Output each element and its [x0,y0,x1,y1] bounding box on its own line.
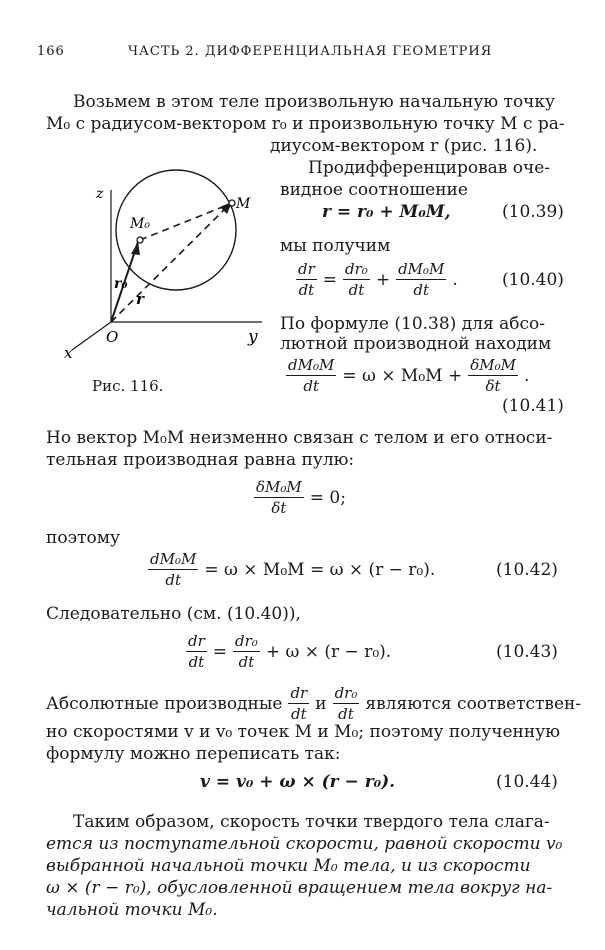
eq-10-42-number: (10.42) [496,560,558,580]
running-title: ЧАСТЬ 2. ДИФФЕРЕНЦИАЛЬНАЯ ГЕОМЕТРИЯ [128,44,493,59]
conclusion-line-5: чальной точки M₀. [46,900,218,920]
abs-line-2: но скоростями v и v₀ точек M и M₀; поэтому полученную [46,722,560,742]
body-line-1: Но вектор M₀M неизменно связан с телом и его относи- [46,428,553,448]
eq-10-39-number: (10.39) [502,202,564,222]
conclusion-line-3: выбранной начальной точки M₀ тела, и из скорости [46,856,531,876]
conclusion-line-1: Таким образом, скорость точки твердого тела слага- [73,812,550,832]
point-M0 [137,237,143,243]
intro-line-1: Возьмем в этом теле произвольную начальную точку [73,92,556,112]
page-number: 166 [37,44,65,59]
intro-line-3: диусом-вектором r (рис. 116). [270,136,538,156]
eq-10-43: $\frac{dr}{dt}$ = $\frac{\text{dr₀}}{dt}$ + ω × (r − r₀). [188,632,392,671]
label-r: r [136,290,144,308]
m0m-vector [140,204,230,240]
eq-10-43-number: (10.43) [496,642,558,662]
hence: Следовательно (см. (10.40)), [46,604,301,624]
eq-10-44: v = v₀ + ω × (r − r₀). [200,772,396,792]
eq-10-42: $\frac{\text{dM₀M}}{dt}$ = ω × M₀M = ω × (r − r₀). [150,550,436,589]
label-M0: M₀ [130,216,150,232]
eq-10-41-number: (10.41) [502,396,564,416]
right-line-1: Продифференцировав оче- [308,158,551,178]
eq-10-39: r = r₀ + M₀M, [322,202,451,222]
conclusion-line-4: ω × (r − r₀), обусловленной вращением тела вокруг на- [46,878,553,898]
r0-arrowhead [131,242,140,255]
right-para-2: лютной производной находим [280,334,552,354]
point-M [229,200,235,206]
r-vector [111,204,230,322]
eq-zero: $\frac{\text{δM₀M}}{\delta t}$ = 0; [256,478,346,517]
eq-10-40-number: (10.40) [502,270,564,290]
label-M: M [236,196,251,212]
label-O: O [106,328,119,346]
label-y: y [248,327,258,347]
intro-line-2: M₀ с радиусом-вектором r₀ и произвольную точку M с ра- [46,114,565,134]
figure-caption: Рис. 116. [92,377,164,395]
abs-line-1: Абсолютные производные $\frac{dr}{dt}$ и $\frac{\text{dr₀}}{dt}$ являются соответствен- [46,684,582,723]
therefore: поэтому [46,528,120,548]
label-x: x [64,344,73,362]
right-line-2: видное соотношение [280,180,468,200]
eq-10-44-number: (10.44) [496,772,558,792]
eq-10-40: $\frac{dr}{dt}$ = $\frac{\text{dr₀}}{dt}$ + $\frac{\text{dM₀M}}{dt}$ . [298,260,458,299]
conclusion-line-2: ется из поступательной скорости, равной скорости v₀ [46,834,563,854]
abs-line-3: формулу можно переписать так: [46,744,341,764]
label-z: z [96,186,104,202]
right-para-1: По формуле (10.38) для абсо- [280,314,545,334]
we-get: мы получим [280,236,391,256]
eq-10-41: $\frac{\text{dM₀M}}{dt}$ = ω × M₀M + $\frac{\text{δM₀M}}{\delta t}$ . [288,356,530,395]
label-r0: r₀ [114,276,128,292]
body-line-2: тельная производная равна пулю: [46,450,355,470]
figure-116 [50,150,280,390]
